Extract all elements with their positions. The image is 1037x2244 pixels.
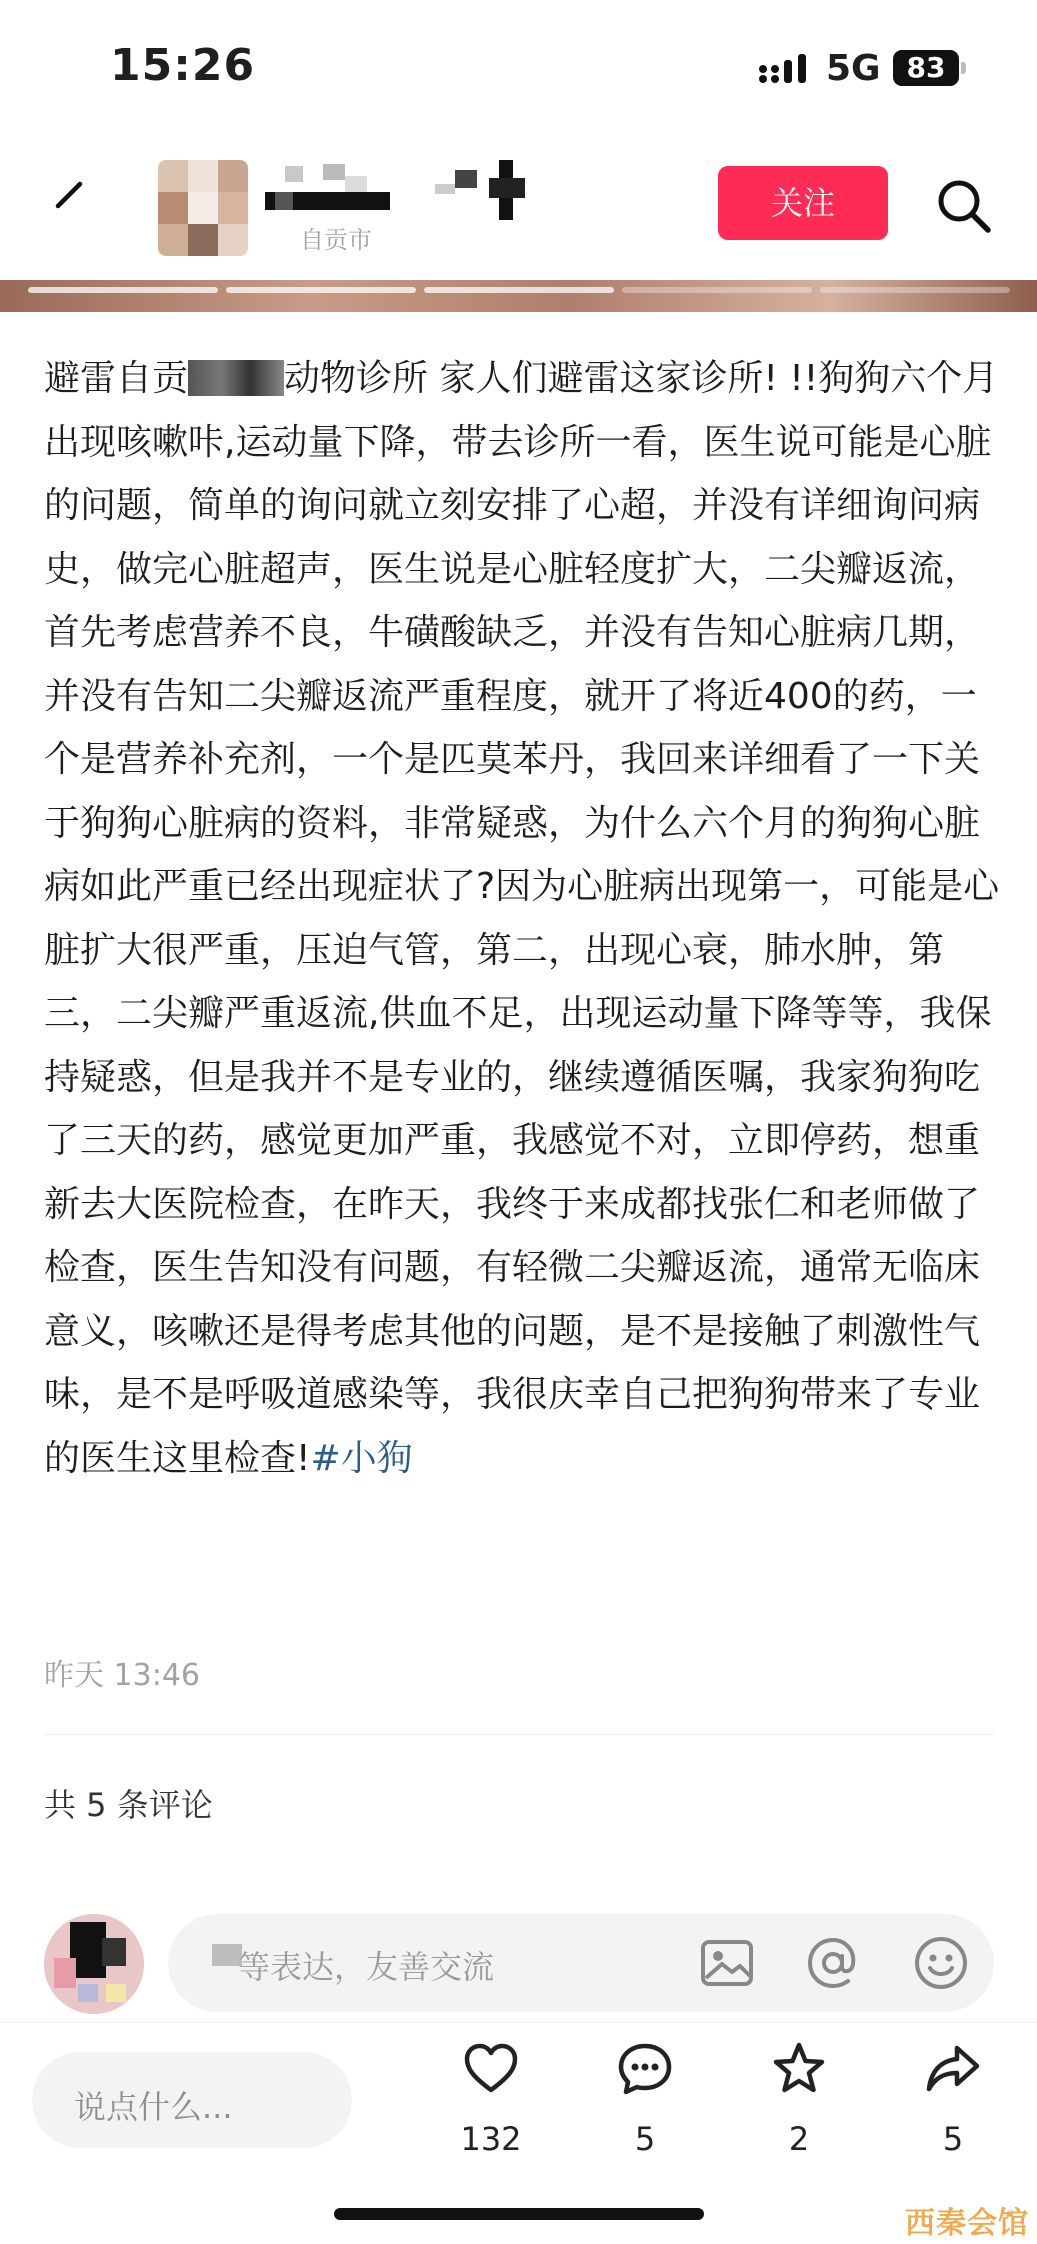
network-type: 5G: [826, 48, 881, 89]
comment-input-placeholder: 等表达，友善交流: [238, 1948, 495, 1986]
battery-cap: [961, 62, 966, 74]
battery-icon: 83: [893, 50, 959, 86]
comment-count-label: 共 5 条评论: [44, 1786, 213, 1824]
my-avatar: [44, 1914, 144, 2014]
hashtag-link[interactable]: #小狗: [310, 1437, 413, 1479]
status-time: 15:26: [110, 40, 256, 91]
mention-icon[interactable]: [804, 1934, 862, 1992]
divider: [44, 1734, 994, 1735]
comment-count: 5: [634, 2120, 656, 2158]
post-body: [44, 347, 1004, 1490]
watermark-text: 西秦会馆: [905, 2206, 1029, 2241]
star-icon: [770, 2040, 828, 2098]
like-count: 132: [460, 2120, 522, 2158]
like-button[interactable]: [431, 2040, 551, 2158]
quick-comment-placeholder: 说点什么...: [74, 2088, 233, 2126]
share-arrow-icon: [924, 2040, 982, 2098]
cellular-signal-icon: [758, 52, 812, 86]
favorite-count: 2: [788, 2120, 810, 2158]
image-icon[interactable]: [698, 1934, 756, 1992]
post-text-start: 避雷自贡: [44, 358, 189, 399]
post-text: 动物诊所 家人们避雷这家诊所! !!狗狗六个月出现咳嗽咔,运动量下降，带去诊所一看，医生说可能是心脏的问题，简单的询问就立刻安排了心超，并没有详细询问病史，做完心脏超声，医生说是心脏轻度扩大，二尖瓣返流，首先考虑营养不良，牛磺酸缺乏，并没有告知心脏病几期，并没有告知二尖瓣返流严重程度，就开了将近400的药，一个是营养补充剂，一个是匹莫苯丹，我回来详细看了一下关于狗狗心脏病的资料，非常疑惑，为什么六个月的狗狗心脏病如此严重已经出现症状了?因为心脏病出现第一，可能是心脏扩大很严重，压迫气管，第二，出现心衰，肺水肿，第三，二尖瓣严重返流,供血不足，出现运动量下降等等，我保持疑惑，但是我并不是专业的，继续遵循医嘱，我家狗狗吃了三天的药，感觉更加严重，我感觉不对，立即停药，想重新去大医院检查，在昨天，我终于来成都找张仁和老师做了检查，医生告知没有问题，有轻微二尖瓣返流，通常无临床意义，咳嗽还是得考虑其他的问题，是不是接触了刺激性气味，是不是呼吸道感染等，我很庆幸自己把狗狗带来了专业的医生这里检查!: [44, 358, 1000, 1479]
post-image-strip[interactable]: [0, 280, 1037, 312]
home-indicator[interactable]: [334, 2208, 704, 2220]
image-carousel-indicator: [0, 287, 1037, 293]
follow-button[interactable]: 关注: [718, 166, 888, 240]
redacted-text: [188, 360, 284, 396]
post-timestamp: 昨天 13:46: [44, 1658, 200, 1693]
author-location: 自贡市: [300, 226, 372, 254]
share-count: 5: [942, 2120, 964, 2158]
comment-bubble-icon: [616, 2040, 674, 2098]
heart-icon: [462, 2040, 520, 2098]
search-icon[interactable]: [934, 176, 994, 236]
favorite-button[interactable]: [739, 2040, 859, 2158]
author-avatar[interactable]: [158, 160, 248, 256]
back-icon[interactable]: [50, 178, 86, 214]
bottom-bar-divider: [0, 2022, 1037, 2023]
emoji-icon[interactable]: [912, 1934, 970, 1992]
comment-button[interactable]: [585, 2040, 705, 2158]
share-button[interactable]: [893, 2040, 1013, 2158]
